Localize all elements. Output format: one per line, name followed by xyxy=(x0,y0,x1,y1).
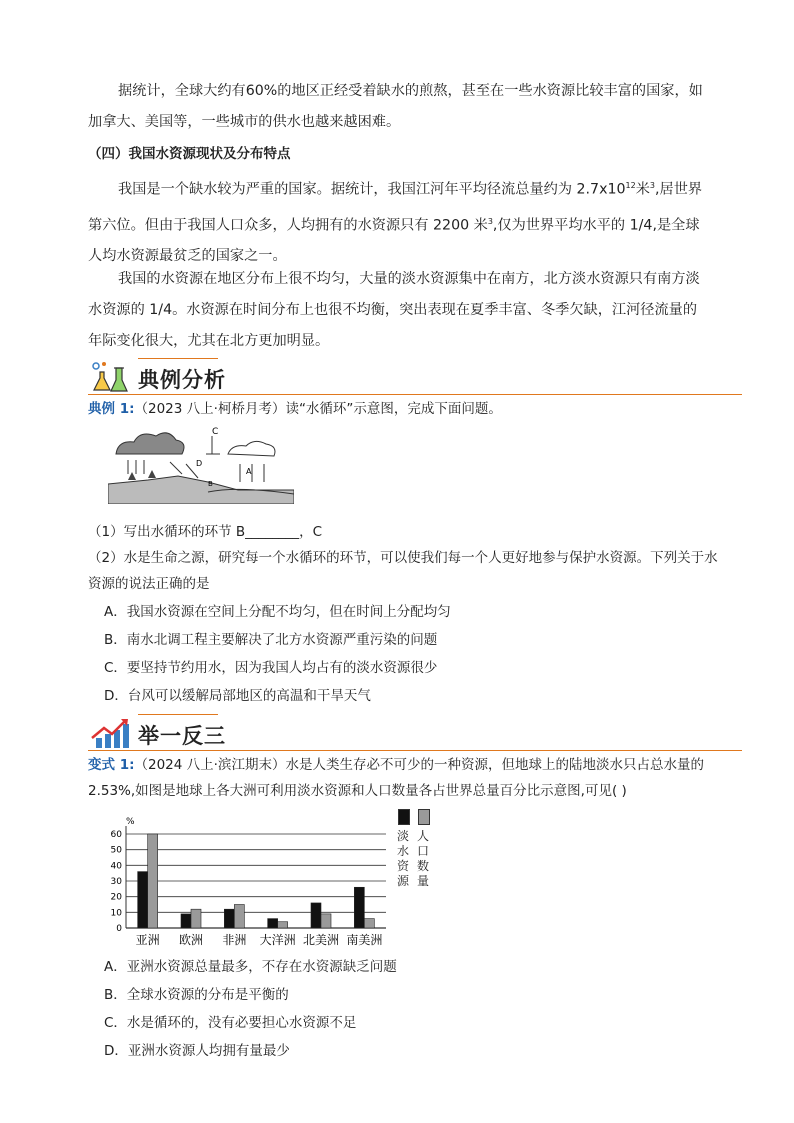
variant-1-option-c[interactable]: C．水是循环的，没有必要担心水资源不足 xyxy=(104,1015,357,1031)
example-1-option-b[interactable]: B．南水北调工程主要解决了北方水资源严重污染的问题 xyxy=(104,632,438,648)
bar-population xyxy=(148,834,158,928)
section-header-examples xyxy=(88,358,742,398)
bar-population xyxy=(191,909,201,928)
x-tick-label: 亚洲 xyxy=(135,933,160,947)
intro-paragraph-2: 我国是一个缺水较为严重的国家。据统计，我国江河年平均径流总量约为 $2.7x10^{12}$米$^3$,居世界第六位。但由于我国人口众多，人均拥有的水资源只有 2200 米$^3$,仅为世界平均水平的 1/4,是全球人均水资源最贫乏的国家之一。 xyxy=(88,181,703,265)
chart-y-axis xyxy=(111,830,123,934)
diagram-label-b: B xyxy=(208,480,213,488)
bar-freshwater xyxy=(354,887,364,928)
section-top-bar xyxy=(138,358,218,359)
section-rule xyxy=(88,394,742,395)
section-top-bar xyxy=(138,714,218,715)
chart-y-axis-label: % xyxy=(126,817,135,827)
diagram-label-a: A xyxy=(246,467,252,476)
diagram-label-d: D xyxy=(196,459,203,468)
bar-population xyxy=(278,922,288,928)
y-tick-label: 50 xyxy=(110,845,122,856)
bar-freshwater xyxy=(138,872,148,928)
freshwater-population-chart xyxy=(98,808,438,953)
y-tick-label: 10 xyxy=(110,908,122,919)
example-1-subquestion-1: （1）写出水循环的环节 B________，C xyxy=(88,524,323,540)
legend-label-freshwater: 淡 水 资 源 xyxy=(396,829,409,888)
example-1-option-d[interactable]: D．台风可以缓解局部地区的高温和干旱天气 xyxy=(104,688,371,704)
example-1-option-c[interactable]: C．要坚持节约用水，因为我国人均占有的淡水资源很少 xyxy=(104,660,438,676)
chart-x-axis xyxy=(136,932,383,947)
bar-population xyxy=(364,919,374,928)
x-tick-label: 大洋洲 xyxy=(259,933,296,947)
y-tick-label: 0 xyxy=(116,924,122,934)
variant-1-option-d[interactable]: D．亚洲水资源人均拥有量最少 xyxy=(104,1043,290,1059)
section-title: 举一反三 xyxy=(138,724,226,748)
bar-freshwater xyxy=(311,903,321,928)
example-1-subquestion-2: （2）水是生命之源，研究每一个水循环的环节，可以使我们每一个人更好地参与保护水资源。下列关于水资源的说法正确的是 xyxy=(88,550,718,592)
example-1-question: 典例 1:（2023 八上·柯桥月考）读“水循环”示意图，完成下面问题。 xyxy=(88,401,502,417)
bar-freshwater xyxy=(224,909,234,928)
legend-swatch-population xyxy=(418,809,430,825)
legend-swatch-freshwater xyxy=(398,809,410,825)
flask-icon xyxy=(90,360,134,394)
intro-paragraph-1: 据统计，全球大约有60%的地区正经受着缺水的煎熬，甚至在一些水资源比较丰富的国家，如加拿大、美国等，一些城市的供水也越来越困难。 xyxy=(88,83,703,130)
bar-freshwater xyxy=(268,919,278,928)
chart-legend xyxy=(392,809,442,904)
x-tick-label: 非洲 xyxy=(222,933,247,947)
bar-population xyxy=(321,914,331,928)
example-1-option-a[interactable]: A．我国水资源在空间上分配不均匀，但在时间上分配均匀 xyxy=(104,604,451,620)
chart-grid xyxy=(126,826,386,928)
growth-chart-icon xyxy=(90,716,134,750)
y-tick-label: 40 xyxy=(110,861,122,872)
subsection-heading: （四）我国水资源现状及分布特点 xyxy=(88,146,291,162)
x-tick-label: 欧洲 xyxy=(178,933,204,947)
y-tick-label: 60 xyxy=(110,830,122,840)
variant-1-option-b[interactable]: B．全球水资源的分布是平衡的 xyxy=(104,987,289,1003)
section-header-practice xyxy=(88,714,742,754)
water-cycle-diagram xyxy=(108,424,294,504)
bar-freshwater xyxy=(181,914,191,928)
section-rule xyxy=(88,750,742,751)
x-tick-label: 南美洲 xyxy=(346,933,383,947)
variant-1-question: 变式 1:（2024 八上·滨江期末）水是人类生存必不可少的一种资源，但地球上的陆地淡水只占总水量的 2.53%,如图是地球上各大洲可利用淡水资源和人口数量各占世界总量百分比示意图,可见( ) xyxy=(88,757,704,799)
variant-1-option-a[interactable]: A．亚洲水资源总量最多，不存在水资源缺乏问题 xyxy=(104,959,397,975)
y-tick-label: 30 xyxy=(110,877,122,887)
bar-population xyxy=(234,905,244,929)
intro-paragraph-3: 我国的水资源在地区分布上很不均匀，大量的淡水资源集中在南方，北方淡水资源只有南方淡水资源的 1/4。水资源在时间分布上也很不均衡，突出表现在夏季丰富、冬季欠缺，江河径流量的年际变化很大，尤其在北方更加明显。 xyxy=(88,271,700,349)
y-tick-label: 20 xyxy=(110,892,122,903)
diagram-label-c: C xyxy=(212,427,219,437)
legend-label-population: 人 口 数 量 xyxy=(416,829,429,888)
x-tick-label: 北美洲 xyxy=(302,933,340,947)
section-title: 典例分析 xyxy=(138,368,226,392)
